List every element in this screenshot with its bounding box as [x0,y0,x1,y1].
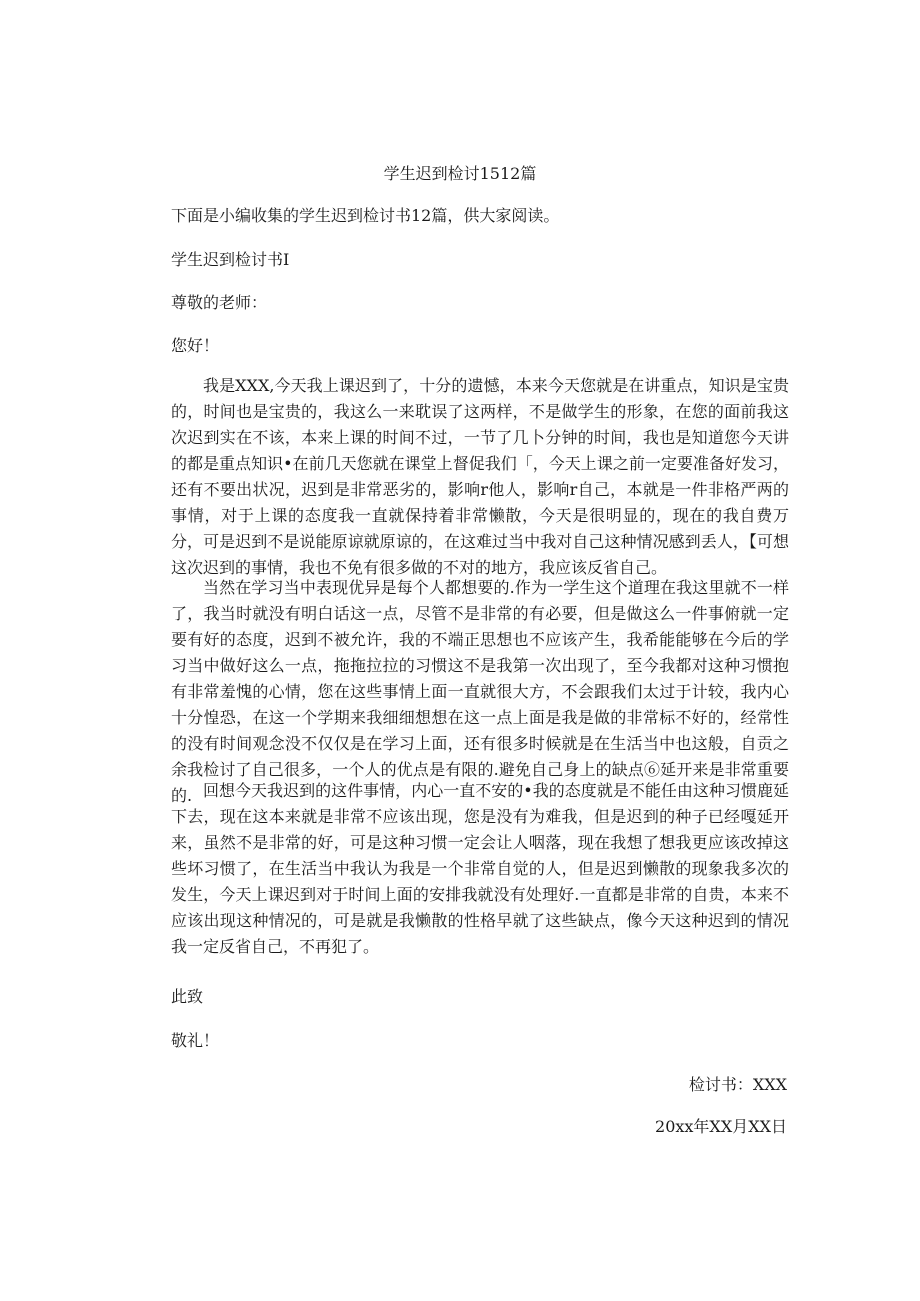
body-paragraph-3: 回想今天我迟到的这件事情，内心一直不安的•我的态度就是不能任由这种习惯鹿延下去，现在这本来就是非常不应该出现，您是没有为难我，但是迟到的种子已经嘎延开来，虽然不是非常的好，可是这种习惯一定会让人咽落，现在我想了想我更应该改掉这些坏习惯了，在生活当中我认为我是一个非常自觉的人，但是迟到懒散的现象我多次的发生，今天上课迟到对于时间上面的安排我就没有处理好.一直都是非常的自贵，本来不应该出现这种情况的，可是就是我懒散的性格早就了这些缺点，像今天这种迟到的情况我一定反省自己，不再犯了。 [171,781,789,956]
salutation: 尊敬的老师： [171,293,268,312]
signature: 检讨书：XXX [688,1075,787,1094]
closing-salute: 敬礼！ [171,1031,220,1050]
letter-subheading: 学生迟到检讨书I [171,250,290,269]
body-paragraph-1: 我是XXX,今天我上课迟到了，十分的遗憾，本来今天您就是在讲重点，知识是宝贵的，时间也是宝贵的，我这么一来耽误了这两样，不是做学生的形象，在您的面前我这次迟到实在不该，本来上课的时间不过，一节了几卜分钟的时间，我也是知道您今天讲的都是重点知识•在前几天您就在课堂上督促我们「，今天上课之前一定要准备好发习，还有不要出状况，迟到是非常恶劣的，影响r他人，影响r自己，本就是一件非格严两的事情，对于上课的态度我一直就保持着非常懒散，今天是很明显的，现在的我自费万分，可是迟到不是说能原谅就原谅的，在这难过当中我对自己这种情况感到丢人，【可想这次迟到的事情，我也不免有很多做的不对的地方，我应该反省自己。 [171,376,789,577]
closing-respectfully: 此致 [171,987,204,1006]
date: 20xx年XX月XX日 [655,1117,787,1136]
intro-text: 下面是小编收集的学生迟到检讨书12篇，供大家阅读。 [171,206,560,225]
body-paragraph-2: 当然在学习当中表现优异是每个人都想要的.作为一学生这个道理在我这里就不一样了，我当时就没有明白话这一点，尽管不是非常的有必要，但是做这么一件事俯就一定要有好的态度，迟到不被允许，我的不端正思想也不应该产生，我希能能够在今后的学习当中做好这么一点，拖拖拉拉的习惯这不是我第一次出现了，至今我都对这种习惯抱有非常羞愧的心情，您在这些事情上面一直就很大方，不会跟我们太过于计较，我内心十分惶恐，在这一个学期来我细细想想在这一点上面是我是做的非常标不好的，经常性的没有时间观念没不仅仅是在学习上面，还有很多时候就是在生活当中也这般，自贡之余我检讨了自己很多，一个人的优点是有限的.避免自己身上的缺点⑥延开来是非常重要的. [171,578,789,805]
document-title: 学生迟到检讨1512篇 [383,164,537,183]
greeting: 您好！ [171,336,220,355]
